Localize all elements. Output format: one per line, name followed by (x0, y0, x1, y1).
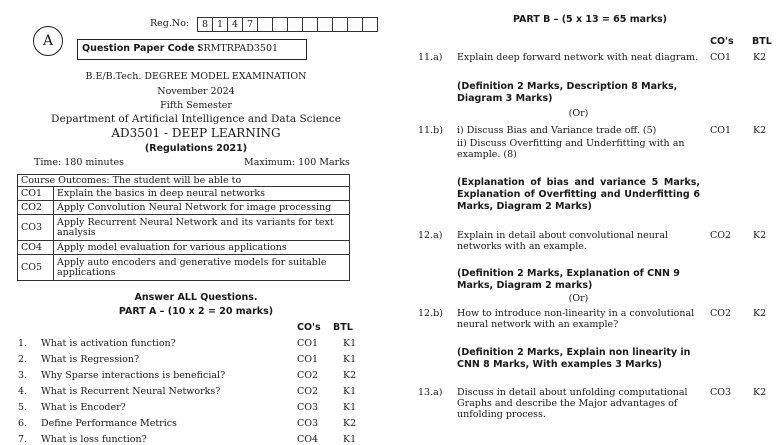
q11b-line2: ii) Discuss Overfitting and Underfitting with an example. (8) (457, 138, 685, 160)
question-btl: K1 (343, 338, 357, 349)
q12b-btl: K2 (753, 308, 767, 319)
question-co: CO1 (297, 354, 319, 365)
qp-code-label: Question Paper Code : (82, 43, 202, 54)
co-code: CO2 (18, 201, 54, 215)
question-number: 2. (18, 354, 28, 365)
co-header: Course Outcomes: The student will be able to (18, 175, 350, 187)
q11b-co: CO1 (710, 125, 732, 136)
q12b-number: 12.b) (418, 308, 443, 319)
question-btl: K1 (343, 434, 357, 445)
question-number: 1. (18, 338, 28, 349)
question-text: What is loss function? (41, 434, 147, 445)
question-text: What is Recurrent Neural Networks? (41, 386, 221, 397)
q11b-btl: K2 (753, 125, 767, 136)
semester: Fifth Semester (160, 100, 232, 111)
reg-digit (348, 18, 363, 32)
or-separator: (Or) (568, 108, 589, 119)
q11a-co: CO1 (710, 52, 732, 63)
regulations: (Regulations 2021) (144, 143, 248, 154)
question-co: CO3 (297, 418, 319, 429)
part-a-co-header: CO's (297, 322, 321, 333)
reg-digit: 1 (213, 18, 228, 32)
course-outcomes-table (17, 174, 350, 281)
q12b-co: CO2 (710, 308, 732, 319)
question-btl: K1 (343, 386, 357, 397)
q12a-marks: (Definition 2 Marks, Explanation of CNN 9 Marks, Diagram 2 marks) (457, 268, 680, 291)
q13a-btl: K2 (753, 387, 767, 398)
question-text: What is activation function? (41, 338, 176, 349)
co-code: CO1 (18, 187, 54, 201)
question-co: CO4 (297, 434, 319, 445)
reg-digit (303, 18, 318, 32)
q12a-co: CO2 (710, 230, 732, 241)
exam-time: Time: 180 minutes (34, 157, 124, 168)
exam-month: November 2024 (157, 86, 235, 97)
q13a-number: 13.a) (418, 387, 443, 398)
question-co: CO3 (297, 402, 319, 413)
co-code: CO3 (18, 215, 54, 241)
part-b-heading: PART B – (5 x 13 = 65 marks) (512, 14, 668, 25)
question-text: Define Performance Metrics (41, 418, 177, 429)
question-number: 7. (18, 434, 28, 445)
q13a-text: Discuss in detail about unfolding computational Graphs and describe the Major advantages of unfolding process. (457, 387, 688, 420)
question-number: 4. (18, 386, 28, 397)
reg-digit: 7 (243, 18, 258, 32)
q12b-marks: (Definition 2 Marks, Explain non linearity in CNN 8 Marks, With examples 3 Marks) (457, 347, 691, 370)
part-a-btl-header: BTL (333, 322, 353, 333)
q12a-text: Explain in detail about convolutional neural networks with an example. (457, 230, 669, 252)
co-text: Apply Recurrent Neural Network and its variants for text analysis (54, 215, 350, 241)
question-text: Why Sparse interactions is beneficial? (41, 370, 226, 381)
co-code: CO5 (18, 255, 54, 281)
q12a-btl: K2 (753, 230, 767, 241)
reg-digit (273, 18, 288, 32)
reg-digit (258, 18, 273, 32)
q11a-btl: K2 (753, 52, 767, 63)
question-paper-code-box (77, 39, 307, 60)
question-number: 6. (18, 418, 28, 429)
q11a-number: 11.a) (418, 52, 443, 63)
question-text: What is Encoder? (41, 402, 126, 413)
qp-code-value: SRMTRPAD3501 (197, 43, 279, 54)
question-number: 5. (18, 402, 28, 413)
question-co: CO2 (297, 370, 319, 381)
reg-no-label: Reg.No: (150, 18, 190, 29)
q11b-marks: (Explanation of bias and variance 5 Marks, Explanation of Overfitting and Underfitting 6 Marks, Diagram 2 Marks) (457, 177, 700, 212)
question-number: 3. (18, 370, 28, 381)
co-text: Apply auto encoders and generative models for suitable applications (54, 255, 350, 281)
or-separator: (Or) (568, 293, 589, 304)
part-b-btl-header: BTL (752, 36, 772, 47)
question-co: CO2 (297, 386, 319, 397)
q11a-marks: (Definition 2 Marks, Description 8 Marks, Diagram 3 Marks) (457, 81, 678, 104)
question-btl: K2 (343, 418, 357, 429)
question-btl: K2 (343, 370, 357, 381)
exam-title: B.E/B.Tech. DEGREE MODEL EXAMINATION (85, 71, 307, 82)
max-marks: Maximum: 100 Marks (244, 157, 350, 168)
question-co: CO1 (297, 338, 319, 349)
department: Department of Artificial Intelligence and Data Science (51, 113, 341, 125)
reg-digit: 4 (228, 18, 243, 32)
answer-all: Answer ALL Questions. (134, 292, 258, 303)
question-btl: K1 (343, 402, 357, 413)
reg-digit: 8 (198, 18, 213, 32)
q13a-co: CO3 (710, 387, 732, 398)
reg-digit (288, 18, 303, 32)
reg-no-boxes (197, 17, 378, 32)
co-text: Explain the basics in deep neural networks (54, 187, 350, 201)
q11a-text: Explain deep forward network with neat diagram. (457, 52, 699, 63)
set-label: A (33, 26, 63, 56)
part-a-heading: PART A – (10 x 2 = 20 marks) (118, 306, 274, 317)
co-text: Apply model evaluation for various applications (54, 241, 350, 255)
q12a-number: 12.a) (418, 230, 443, 241)
co-text: Apply Convolution Neural Network for image processing (54, 201, 350, 215)
q12b-text: How to introduce non-linearity in a convolutional neural network with an example? (457, 308, 695, 330)
course-title: AD3501 - DEEP LEARNING (111, 126, 281, 140)
co-code: CO4 (18, 241, 54, 255)
q11b-number: 11.b) (418, 125, 443, 136)
part-b-co-header: CO's (710, 36, 734, 47)
question-text: What is Regression? (41, 354, 140, 365)
question-btl: K1 (343, 354, 357, 365)
reg-digit (318, 18, 333, 32)
reg-digit (363, 18, 378, 32)
q11b-line1: i) Discuss Bias and Variance trade off. (5) (457, 125, 657, 136)
reg-digit (333, 18, 348, 32)
